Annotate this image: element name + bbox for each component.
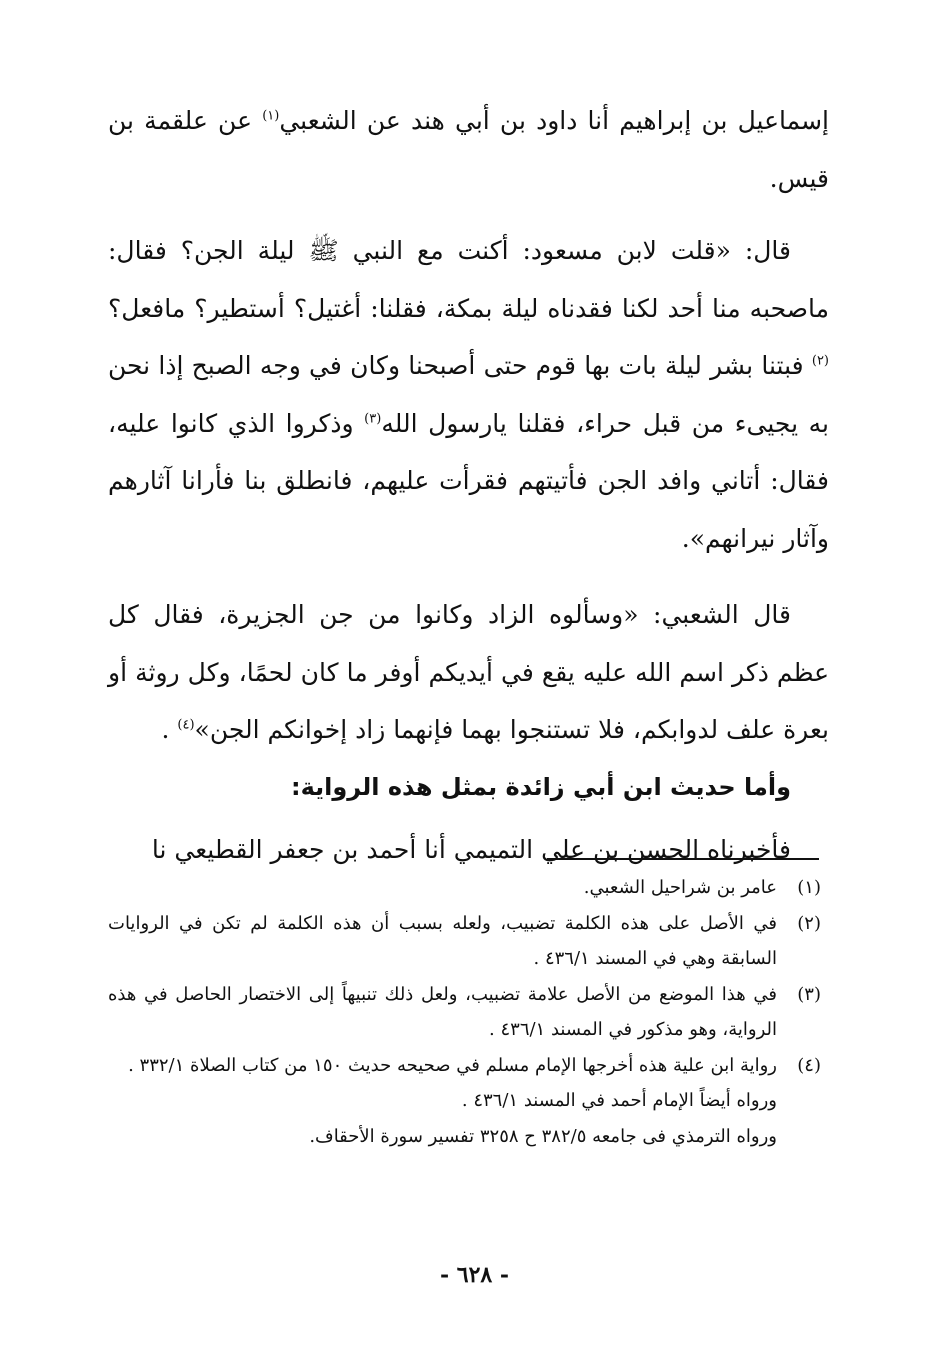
paragraph-3: قال الشعبي: «وسألوه الزاد وكانوا من جن الجزيرة، فقال كل عظم ذكر اسم الله عليه يقع في أيديكم أوفر ما كان لحمًا، وكل روثة أو بعرة علف لدوابكم، فلا تستنجوا بهما فإنهما زاد إخوانكم الجن»$^{(٤)}$ . xyxy=(108,600,829,744)
footnote-number: (٣) xyxy=(797,983,821,1005)
paragraph-4: فأخبرناه الحسن بن علي التميمي أنا أحمد بن جعفر القطيعي نا xyxy=(151,835,791,864)
footnote-number: (٢) xyxy=(797,912,821,934)
footnote-ref-4[interactable]: (٤) xyxy=(177,717,195,733)
footnote-ref-1[interactable]: (١) xyxy=(262,108,280,124)
footnote-1 xyxy=(108,870,821,906)
section-heading: وأما حديث ابن أبي زائدة بمثل هذه الرواية: xyxy=(291,772,791,801)
footnote-text: رواية ابن علية هذه أخرجها الإمام مسلم في صحيحه حديث ١٥٠ من كتاب الصلاة ٣٣٢/١ . xyxy=(128,1054,777,1076)
footnote-text: في هذا الموضع من الأصل علامة تضبيب، ولعل ذلك تنبيهاً إلى الاختصار الحاصل في هذه الرواية، وهو مذكور في المسند ٤٣٦/١ . xyxy=(108,983,777,1040)
footnote-number: (١) xyxy=(797,877,821,898)
footnote-4 xyxy=(108,1048,821,1084)
footnote-text: في الأصل على هذه الكلمة تضبيب، ولعله بسبب أن هذه الكلمة لم تكن في الروايات السابقة وهي في المسند ٤٣٦/١ . xyxy=(108,912,777,969)
paragraph-2: قال: «قلت لابن مسعود: أكنت مع النبي ﷺ ليلة الجن؟ فقال: ماصحبه منا أحد لكنا فقدناه ليلة بمكة، فقلنا: أغتيل؟ أستطير؟ مافعل؟$^{(٢)}$ فبتنا بشر ليلة بات بها قوم حتى أصبحنا وكان في وجه الصبح إذا نحن به يجيىء من قبل حراء، فقلنا يارسول الله$^{(٣)}$ وذكروا الذي كانوا عليه، فقال: أتاني وافد الجن فأتيتهم فقرأت عليهم، فانطلق بنا فأرانا آثارهم وآثار نيرانهم». xyxy=(108,236,829,553)
footnote-2 xyxy=(108,906,821,977)
footnote-ref-2[interactable]: (٢) xyxy=(811,353,829,369)
footnote-text: عامر بن شراحيل الشعبي. xyxy=(583,877,777,898)
footnote-divider xyxy=(547,858,819,860)
main-text xyxy=(108,92,829,879)
footnote-4-continuation-2: ورواه الترمذي فى جامعه ٣٨٢/٥ ح ٣٢٥٨ تفسير سورة الأحقاف. xyxy=(309,1125,777,1147)
footnote-3 xyxy=(108,977,821,1048)
page-number: - ٦٢٨ - xyxy=(439,1262,510,1288)
footnotes xyxy=(108,870,821,1154)
footnote-4-continuation-1: ورواه أيضاً الإمام أحمد في المسند ٤٣٦/١ . xyxy=(461,1090,777,1111)
paragraph-1: إسماعيل بن إبراهيم أنا داود بن أبي هند عن الشعبي$^{(١)}$ عن علقمة بن قيس. xyxy=(108,106,829,193)
footnote-ref-3[interactable]: (٣) xyxy=(364,411,382,427)
footnote-number: (٤) xyxy=(797,1054,821,1076)
